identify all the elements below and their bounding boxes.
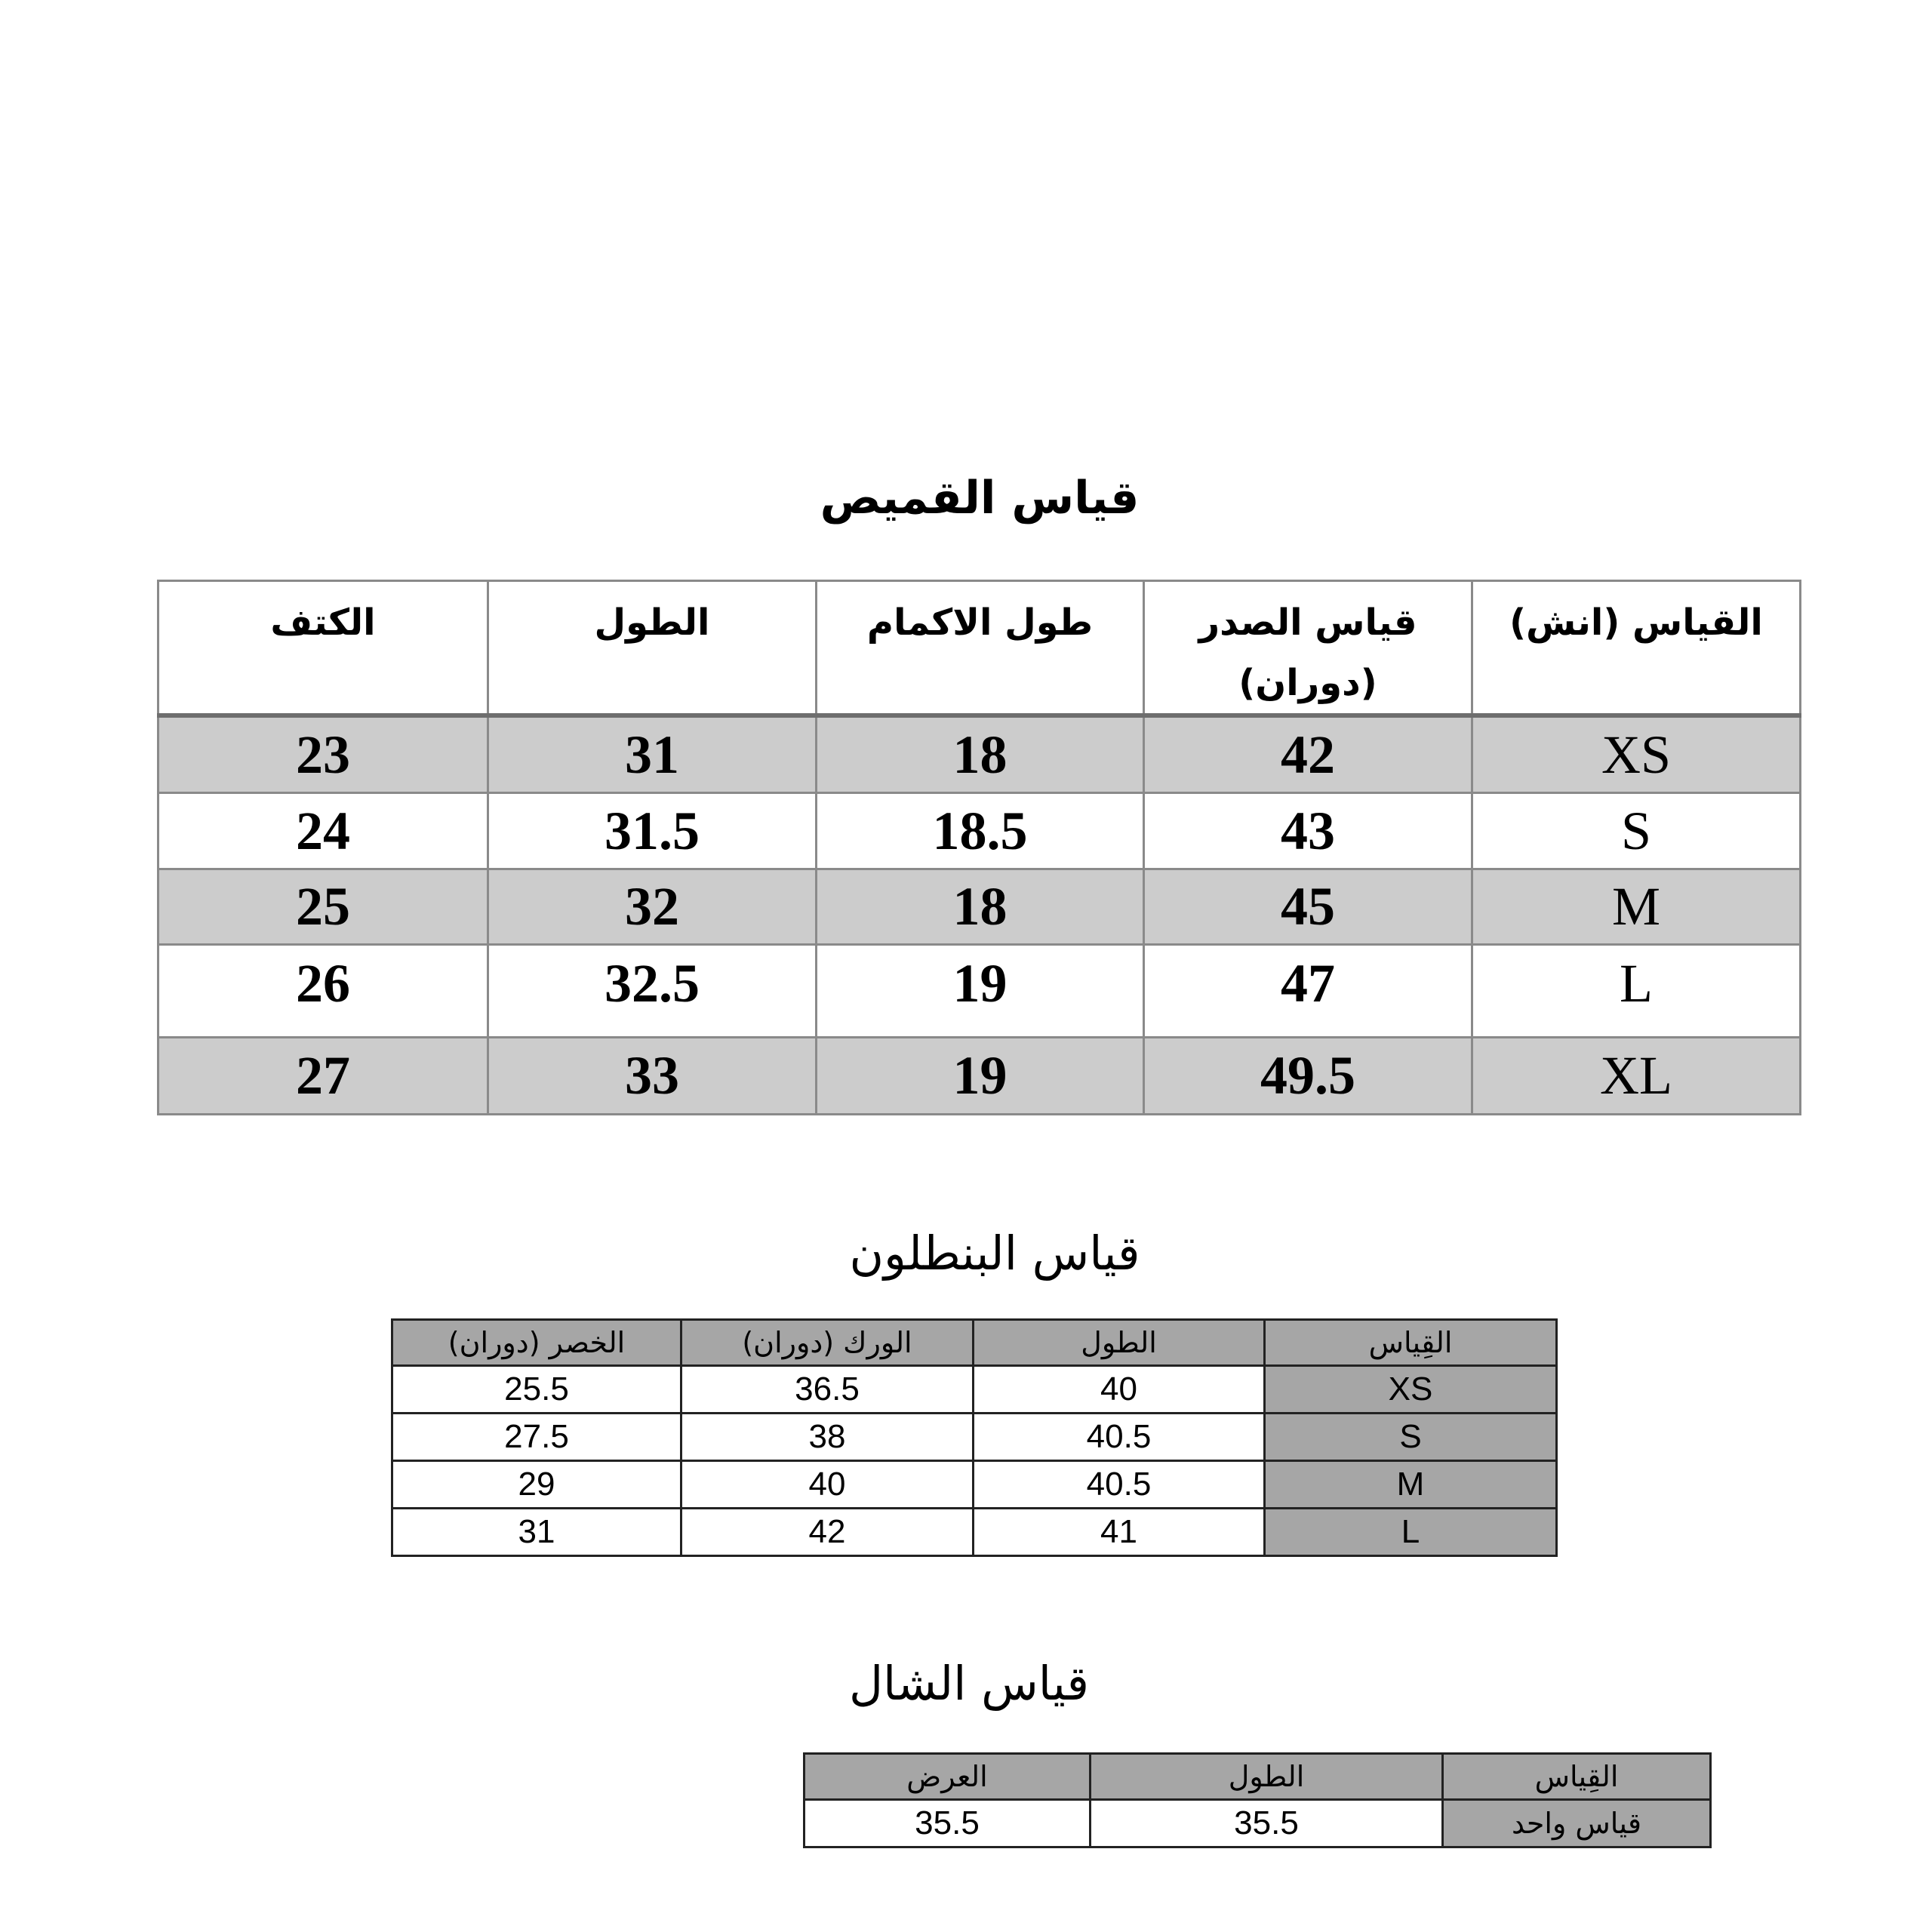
- table-cell: 42: [1144, 715, 1472, 793]
- table-row: [392, 1461, 1557, 1509]
- table-row: [158, 869, 1801, 945]
- table-row: [158, 793, 1801, 869]
- table-cell: 35.5: [804, 1800, 1091, 1847]
- column-header: الطول: [1091, 1754, 1443, 1800]
- table-row: [158, 1038, 1801, 1115]
- table-header-row: [158, 581, 1801, 716]
- pants-size-table: [391, 1318, 1558, 1557]
- column-header: العرض: [804, 1754, 1091, 1800]
- table-cell: 32: [488, 869, 817, 945]
- table-cell: 49.5: [1144, 1038, 1472, 1115]
- table-cell: XL: [1472, 1038, 1801, 1115]
- table-cell: 43: [1144, 793, 1472, 869]
- table-cell: 35.5: [1091, 1800, 1443, 1847]
- table-row: [158, 945, 1801, 1038]
- table-cell: 32.5: [488, 945, 817, 1038]
- shawl-size-table: [803, 1752, 1712, 1848]
- table-row: [804, 1800, 1711, 1847]
- column-header: الطول: [974, 1320, 1265, 1366]
- table-cell: 42: [681, 1509, 974, 1556]
- table-cell: 41: [974, 1509, 1265, 1556]
- table-cell: 18: [817, 869, 1144, 945]
- table-cell: 40: [974, 1366, 1265, 1414]
- table-cell: 26: [158, 945, 488, 1038]
- table-cell: 40: [681, 1461, 974, 1509]
- table-cell: 45: [1144, 869, 1472, 945]
- table-cell: 27.5: [392, 1414, 681, 1461]
- table-cell: 40.5: [974, 1461, 1265, 1509]
- table-cell: 38: [681, 1414, 974, 1461]
- table-cell: 27: [158, 1038, 488, 1115]
- table-header-row: [804, 1754, 1711, 1800]
- table-cell: XS: [1265, 1366, 1557, 1414]
- table-row: [392, 1414, 1557, 1461]
- column-header: القياس (انش): [1472, 581, 1801, 716]
- pants-size-title: قياس البنطلون: [849, 1226, 1140, 1281]
- table-cell: XS: [1472, 715, 1801, 793]
- table-cell: S: [1265, 1414, 1557, 1461]
- table-cell: M: [1265, 1461, 1557, 1509]
- shirt-size-title: قياس القميص: [820, 472, 1140, 525]
- table-cell: قياس واحد: [1443, 1800, 1711, 1847]
- table-cell: 29: [392, 1461, 681, 1509]
- table-cell: L: [1265, 1509, 1557, 1556]
- column-header: الخصر (دوران): [392, 1320, 681, 1366]
- table-row: [392, 1509, 1557, 1556]
- table-cell: 18: [817, 715, 1144, 793]
- table-cell: 47: [1144, 945, 1472, 1038]
- table-cell: 19: [817, 1038, 1144, 1115]
- column-header: الكتف: [158, 581, 488, 716]
- table-cell: 25.5: [392, 1366, 681, 1414]
- shirt-size-table: [157, 580, 1801, 1115]
- table-row: [158, 715, 1801, 793]
- table-cell: 24: [158, 793, 488, 869]
- table-cell: 31: [488, 715, 817, 793]
- table-cell: S: [1472, 793, 1801, 869]
- table-cell: 36.5: [681, 1366, 974, 1414]
- table-cell: M: [1472, 869, 1801, 945]
- column-header: القِياس: [1265, 1320, 1557, 1366]
- table-cell: 25: [158, 869, 488, 945]
- table-cell: 31.5: [488, 793, 817, 869]
- column-header: القِياس: [1443, 1754, 1711, 1800]
- column-header: الورك (دوران): [681, 1320, 974, 1366]
- table-cell: L: [1472, 945, 1801, 1038]
- shawl-size-title: قياس الشال: [849, 1656, 1089, 1711]
- table-cell: 40.5: [974, 1414, 1265, 1461]
- table-cell: 18.5: [817, 793, 1144, 869]
- table-cell: 23: [158, 715, 488, 793]
- table-cell: 33: [488, 1038, 817, 1115]
- table-row: [392, 1366, 1557, 1414]
- column-header: الطول: [488, 581, 817, 716]
- column-header: قياس الصدر (دوران): [1144, 581, 1472, 716]
- table-cell: 31: [392, 1509, 681, 1556]
- table-header-row: [392, 1320, 1557, 1366]
- column-header: طول الاكمام: [817, 581, 1144, 716]
- table-cell: 19: [817, 945, 1144, 1038]
